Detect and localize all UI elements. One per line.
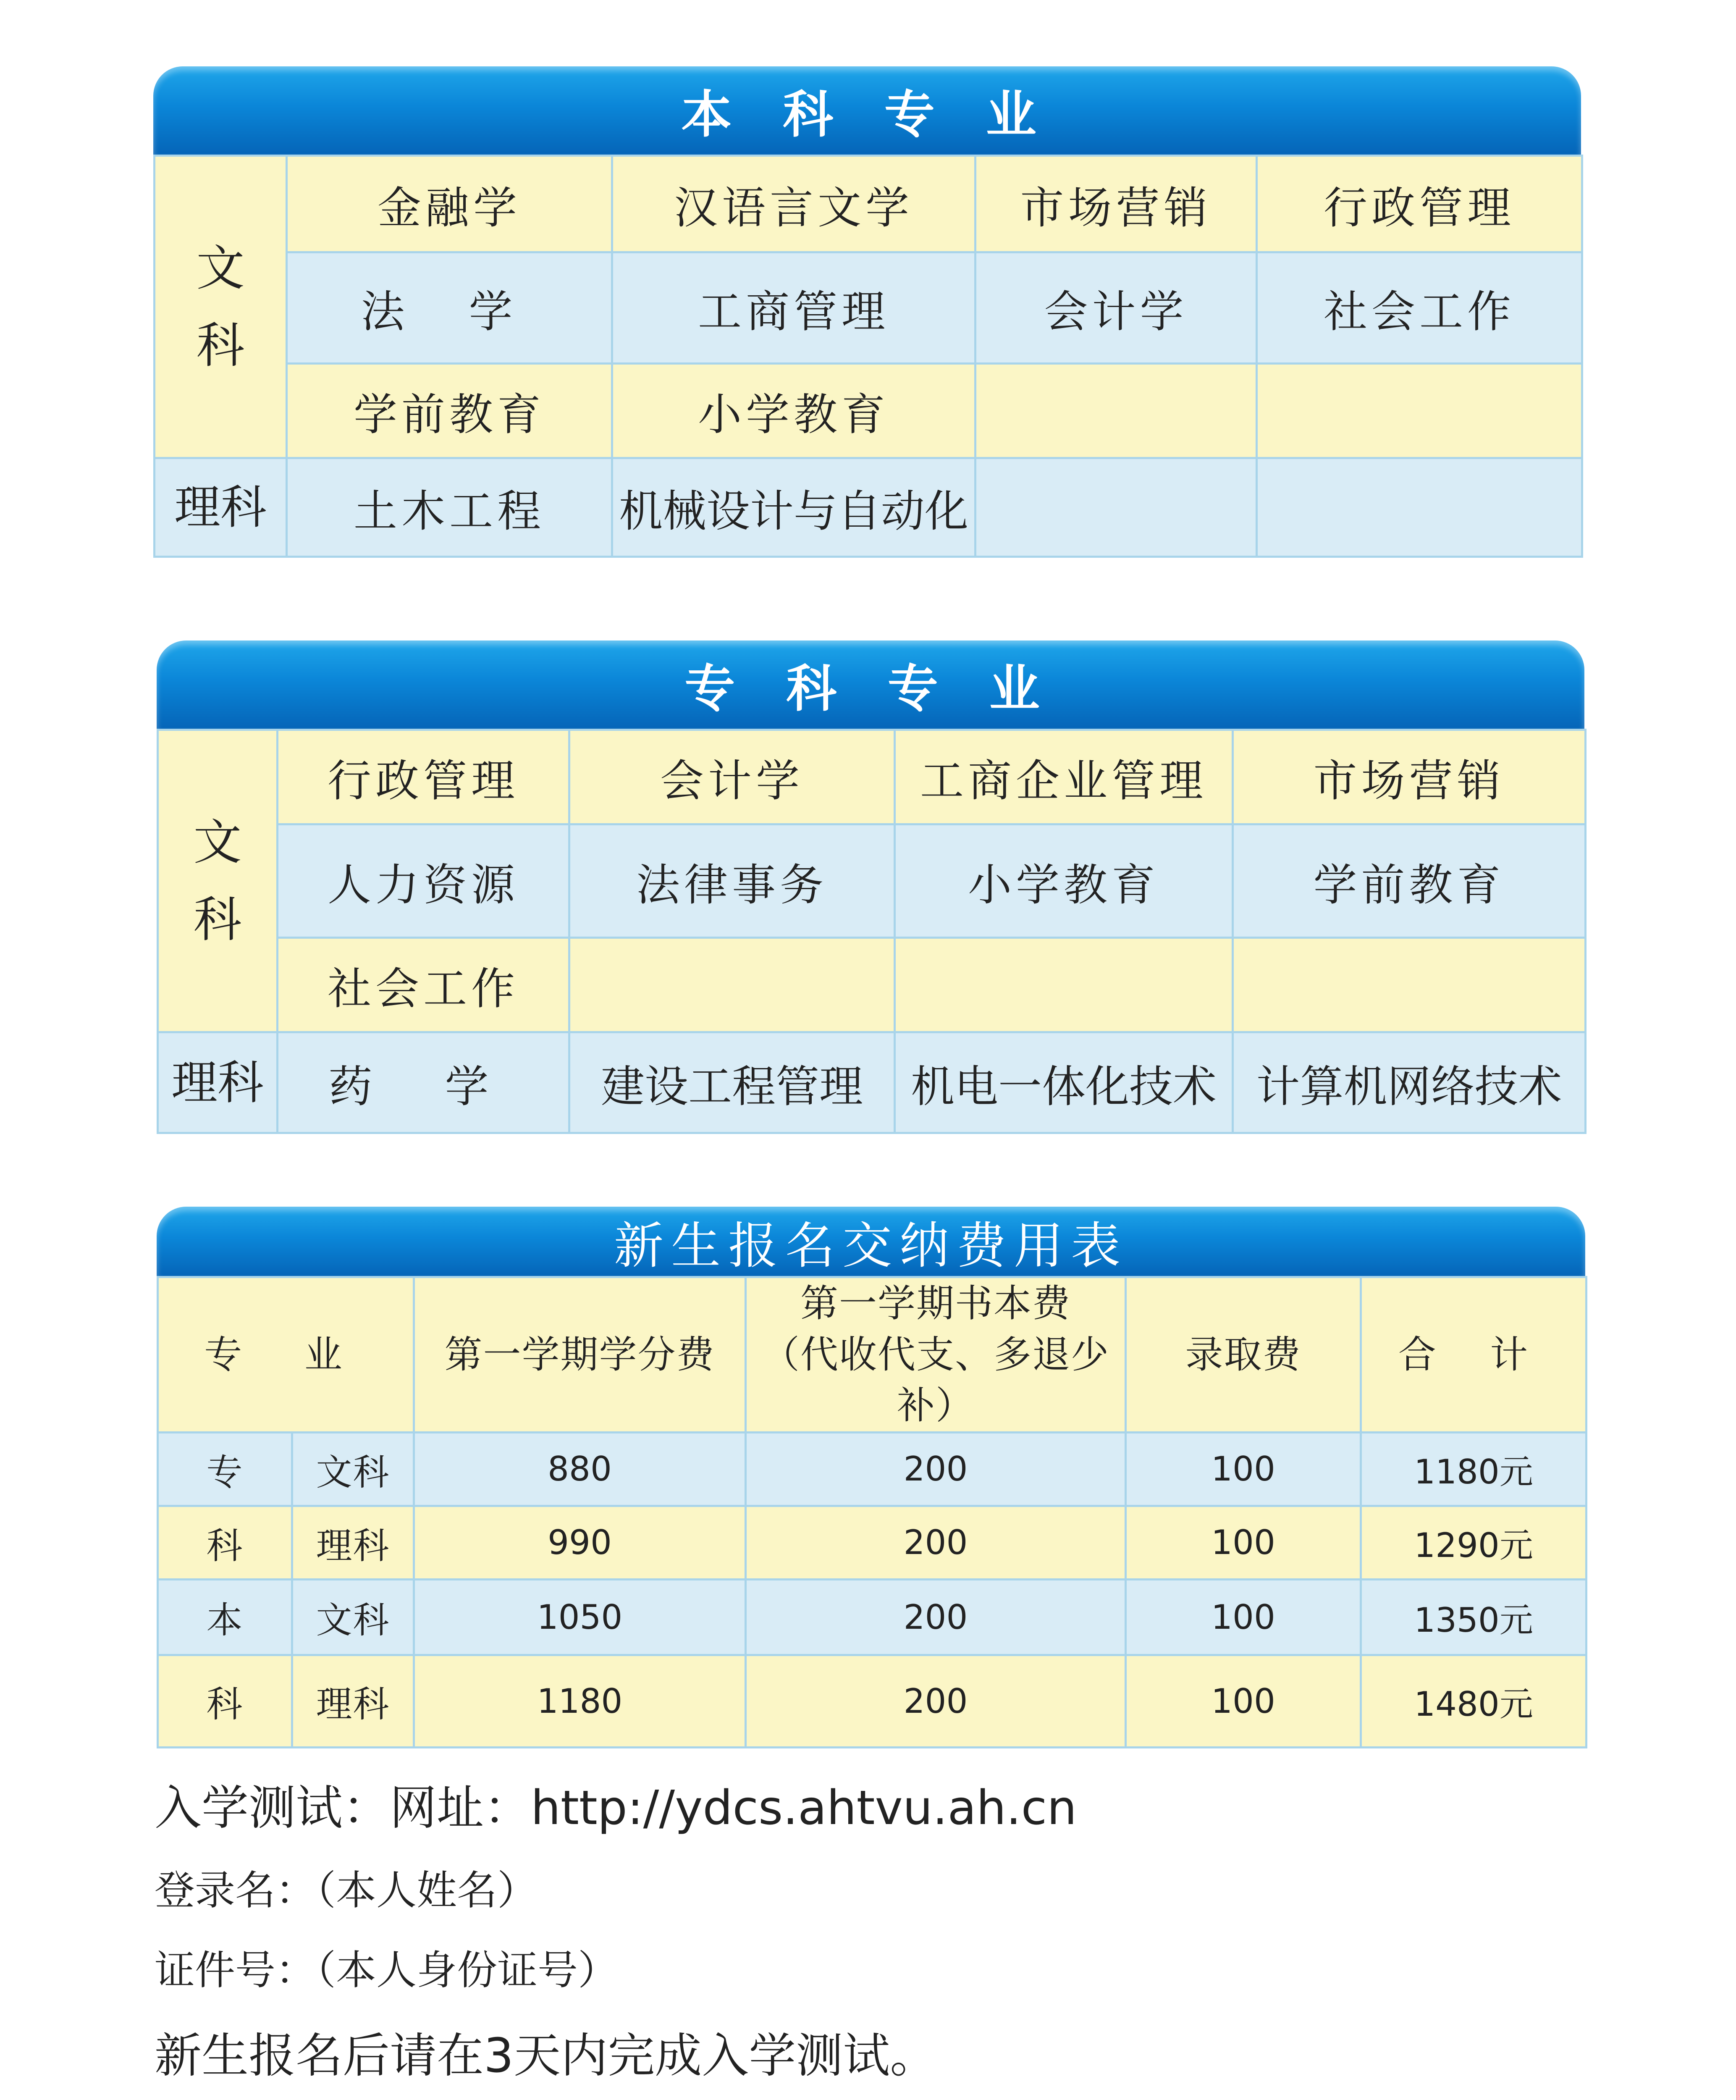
major-cell: 金融学 <box>287 156 612 252</box>
associate-table <box>157 729 1587 1134</box>
login-line: 登录名：（本人姓名） <box>155 1867 538 1914</box>
associate-section <box>157 640 1584 1132</box>
major-cell: 社会工作 <box>1257 252 1582 364</box>
major-cell: 小学教育 <box>895 824 1233 938</box>
arts-label: 文 科 <box>158 730 278 1032</box>
major-cell: 学前教育 <box>1233 824 1586 938</box>
major-cell: 药 学 <box>278 1032 569 1133</box>
subject-cell: 理科 <box>292 1506 414 1579</box>
major-cell: 工商企业管理 <box>895 730 1233 824</box>
major-cell: 会计学 <box>976 252 1257 364</box>
header-major: 专 业 <box>158 1277 414 1433</box>
credit-cell: 1050 <box>414 1579 746 1655</box>
bachelor-section <box>153 66 1581 556</box>
total-cell: 1180元 <box>1361 1432 1587 1506</box>
fee-section <box>157 1207 1585 1725</box>
total-cell: 1350元 <box>1361 1579 1587 1655</box>
major-cell <box>569 938 895 1032</box>
major-cell: 汉语言文学 <box>612 156 976 252</box>
book-cell: 200 <box>746 1506 1126 1579</box>
fee-row <box>158 1506 1587 1579</box>
header-book-fee-line1: 第一学期书本费 <box>800 1281 1071 1326</box>
fee-row <box>158 1655 1587 1747</box>
major-cell <box>976 364 1257 458</box>
test-url-line: 入学测试：网址：http://ydcs.ahtvu.ah.cn <box>155 1781 1077 1835</box>
major-cell: 土木工程 <box>287 458 612 557</box>
major-cell: 行政管理 <box>1257 156 1582 252</box>
major-cell <box>976 458 1257 557</box>
header-book-fee-line2: （代收代支、多退少补） <box>762 1332 1110 1428</box>
level-cell: 专 <box>158 1432 292 1506</box>
admission-cell: 100 <box>1126 1432 1361 1506</box>
major-cell: 机械设计与自动化 <box>612 458 976 557</box>
major-cell: 小学教育 <box>612 364 976 458</box>
science-label: 理科 <box>158 1032 278 1133</box>
header-book-fee <box>746 1277 1126 1433</box>
fee-table <box>157 1276 1587 1748</box>
major-cell: 法 学 <box>287 252 612 364</box>
major-cell <box>1257 458 1582 557</box>
credit-cell: 880 <box>414 1432 746 1506</box>
level-cell: 科 <box>158 1655 292 1747</box>
header-admission-fee: 录取费 <box>1126 1277 1361 1433</box>
science-label: 理科 <box>155 458 287 557</box>
major-cell: 会计学 <box>569 730 895 824</box>
major-cell: 市场营销 <box>1233 730 1586 824</box>
id-number-line: 证件号：（本人身份证号） <box>155 1947 618 1994</box>
credit-cell: 1180 <box>414 1655 746 1747</box>
major-cell: 人力资源 <box>278 824 569 938</box>
fee-row <box>158 1432 1587 1506</box>
admission-cell: 100 <box>1126 1579 1361 1655</box>
fee-row <box>158 1579 1587 1655</box>
book-cell: 200 <box>746 1579 1126 1655</box>
bachelor-title: 本 科 专 业 <box>153 66 1581 155</box>
notice-line: 新生报名后请在3天内完成入学测试。 <box>155 2029 937 2083</box>
major-cell: 社会工作 <box>278 938 569 1032</box>
major-cell: 机电一体化技术 <box>895 1032 1233 1133</box>
major-cell: 市场营销 <box>976 156 1257 252</box>
major-cell <box>1257 364 1582 458</box>
major-cell: 学前教育 <box>287 364 612 458</box>
level-cell: 本 <box>158 1579 292 1655</box>
major-cell: 建设工程管理 <box>569 1032 895 1133</box>
header-total: 合 计 <box>1361 1277 1587 1433</box>
major-cell: 工商管理 <box>612 252 976 364</box>
major-cell: 法律事务 <box>569 824 895 938</box>
bachelor-table <box>153 155 1583 558</box>
major-cell: 计算机网络技术 <box>1233 1032 1586 1133</box>
total-cell: 1290元 <box>1361 1506 1587 1579</box>
admission-cell: 100 <box>1126 1506 1361 1579</box>
total-cell: 1480元 <box>1361 1655 1587 1747</box>
associate-title: 专 科 专 业 <box>157 640 1584 729</box>
admission-cell: 100 <box>1126 1655 1361 1747</box>
arts-label: 文 科 <box>155 156 287 458</box>
credit-cell: 990 <box>414 1506 746 1579</box>
book-cell: 200 <box>746 1432 1126 1506</box>
fee-title: 新生报名交纳费用表 <box>157 1207 1585 1276</box>
major-cell: 行政管理 <box>278 730 569 824</box>
header-credit-fee: 第一学期学分费 <box>414 1277 746 1433</box>
book-cell: 200 <box>746 1655 1126 1747</box>
major-cell <box>1233 938 1586 1032</box>
major-cell <box>895 938 1233 1032</box>
subject-cell: 文科 <box>292 1432 414 1506</box>
subject-cell: 文科 <box>292 1579 414 1655</box>
subject-cell: 理科 <box>292 1655 414 1747</box>
level-cell: 科 <box>158 1506 292 1579</box>
